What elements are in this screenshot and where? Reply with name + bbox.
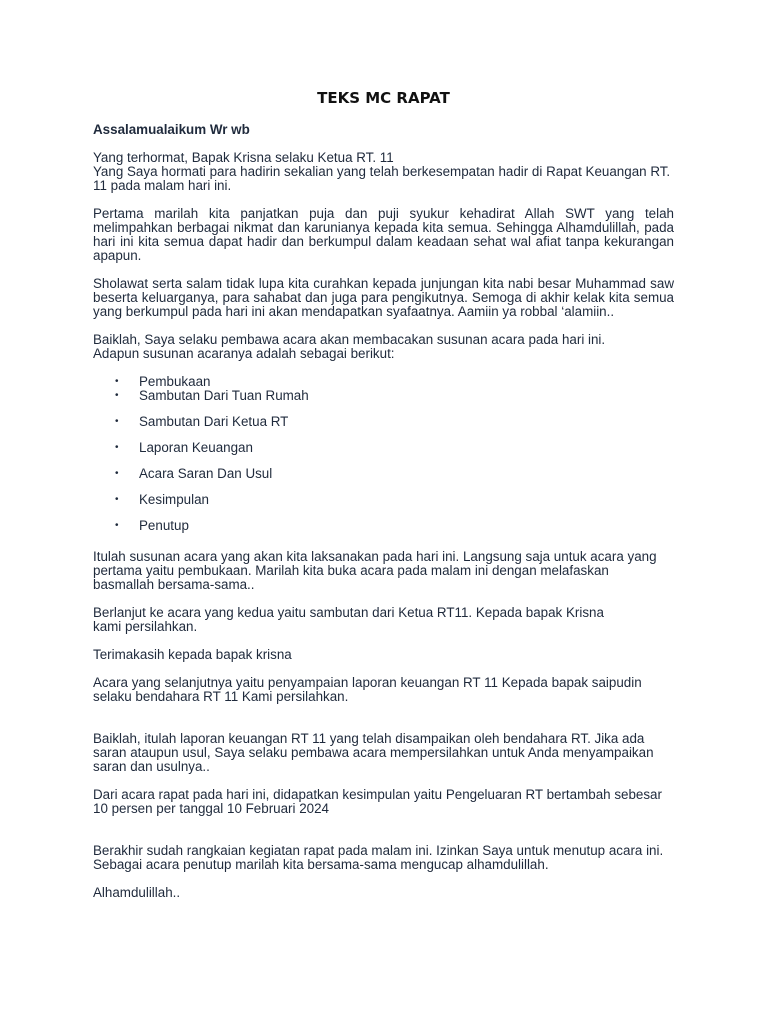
agenda-list (93, 375, 674, 533)
list-item (115, 518, 674, 533)
document-page (93, 88, 674, 900)
agenda-item-label: Pembukaan (139, 374, 211, 389)
bullet-icon: • (115, 376, 119, 387)
sholawat-paragraph: Sholawat serta salam tidak lupa kita curahkan kepada junjungan kita nabi besar Muhammad saw beserta keluarganya, para sahabat dan juga para pengikutnya. Semoga di akhir kelak kita semua yang berkumpul pada hari ini akan mendapatkan syafaatnya. Aamiin ya robbal ‘alamiin.. (93, 276, 674, 319)
financial-report-paragraph: Acara yang selanjutnya yaitu penyampaian laporan keuangan RT 11 Kepada bapak saipudin selaku bendahara RT 11 Kami persilahkan. (93, 675, 642, 704)
bullet-icon: • (115, 442, 119, 453)
list-item (115, 440, 674, 455)
final-line: Alhamdulillah.. (93, 885, 181, 900)
list-item (115, 492, 674, 507)
salutation-line: Yang terhormat, Bapak Krisna selaku Ketua RT. 11 (93, 150, 394, 165)
bullet-icon: • (115, 416, 119, 427)
agenda-intro-paragraph: Baiklah, Saya selaku pembawa acara akan membacakan susunan acara pada hari ini. Adapun susunan acaranya adalah sebagai berikut: (93, 332, 606, 361)
closing-paragraph: Berakhir sudah rangkaian kegiatan rapat pada malam ini. Izinkan Saya untuk menutup acara ini. Sebagai acara penutup marilah kita bersama-sama mengucap alhamdulillah. (93, 843, 664, 872)
list-item (115, 388, 674, 403)
agenda-item-label: Sambutan Dari Ketua RT (139, 414, 289, 429)
bullet-icon: • (115, 520, 119, 531)
agenda-item-label: Kesimpulan (139, 492, 209, 507)
chairman-speech-paragraph: Berlanjut ke acara yang kedua yaitu sambutan dari Ketua RT11. Kepada bapak Krisna kami persilahkan. (93, 605, 604, 634)
list-item (115, 414, 674, 429)
bullet-icon: • (115, 468, 119, 479)
agenda-item-label: Penutup (139, 518, 189, 533)
welcome-paragraph: Yang Saya hormati para hadirin sekalian yang telah berkesempatan hadir di Rapat Keuangan RT. 11 pada malam hari ini. (93, 164, 671, 193)
thanks-paragraph: Terimakasih kepada bapak krisna (93, 647, 292, 662)
opening-prayer-paragraph: Pertama marilah kita panjatkan puja dan puji syukur kehadirat Allah SWT yang telah melimpahkan berbagai nikmat dan karunianya kepada kita semua. Sehingga Alhamdulillah, pada hari ini kita semua dapat hadir dan berkumpul dalam keadaan sehat wal afiat tanpa kekurangan apapun. (93, 206, 674, 263)
bullet-icon: • (115, 390, 119, 401)
agenda-item-label: Acara Saran Dan Usul (139, 466, 273, 481)
agenda-item-label: Sambutan Dari Tuan Rumah (139, 388, 309, 403)
bullet-icon: • (115, 494, 119, 505)
agenda-item-label: Laporan Keuangan (139, 440, 253, 455)
greeting: Assalamualaikum Wr wb (93, 122, 250, 137)
document-title: TEKS MC RAPAT (317, 89, 450, 107)
conclusion-paragraph: Dari acara rapat pada hari ini, didapatkan kesimpulan yaitu Pengeluaran RT bertambah sebesar 10 persen per tanggal 10 Februari 2024 (93, 787, 662, 816)
opening-paragraph: Itulah susunan acara yang akan kita laksanakan pada hari ini. Langsung saja untuk acara yang pertama yaitu pembukaan. Marilah kita buka acara pada malam ini dengan melafaskan basmallah bersama-sama.. (93, 549, 657, 592)
list-item (115, 374, 674, 389)
list-item (115, 466, 674, 481)
suggestions-paragraph: Baiklah, itulah laporan keuangan RT 11 yang telah disampaikan oleh bendahara RT. Jika ada saran ataupun usul, Saya selaku pembawa acara mempersilahkan untuk Anda menyampaikan saran dan usulnya.. (93, 731, 654, 774)
